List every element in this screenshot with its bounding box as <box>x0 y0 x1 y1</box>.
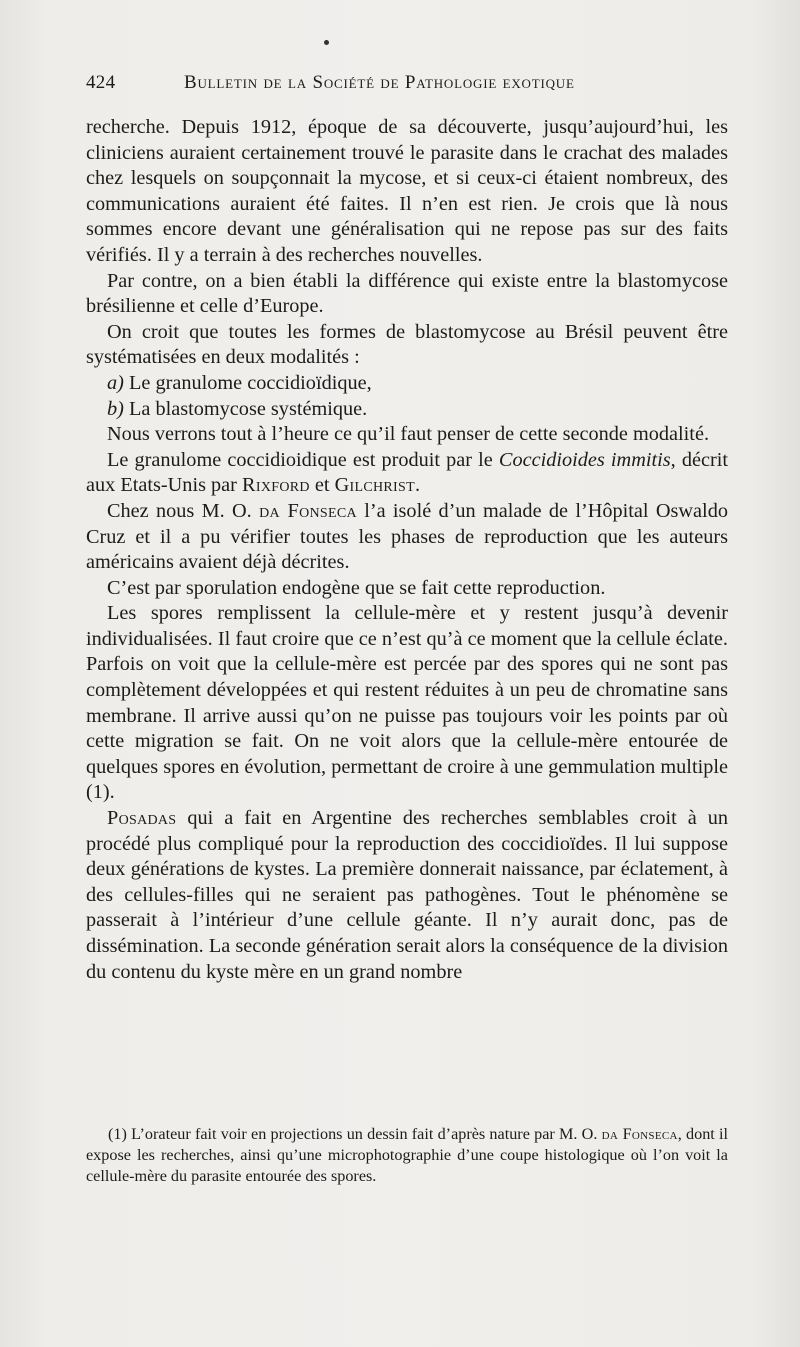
ink-speck <box>324 40 329 45</box>
species-name: Coccidioides immitis <box>498 448 671 471</box>
footnote-text <box>86 1124 728 1187</box>
paragraph-1: recherche. Depuis 1912, époque de sa découverte, jusqu’aujourd’hui, les cliniciens auraient certainement trouvé le parasite dans le crachat des malades chez lesquels on soupçonnait la mycose, et si ceux-ci étaient nombreux, des communications auraient été faites. Il n’en est rien. Je crois que là nous sommes encore devant une généralisation qui ne repose pas sur des faits vérifiés. Il y a terrain à des recherches nouvelles. <box>86 116 728 266</box>
running-header <box>86 72 736 102</box>
p6-text-a: Chez nous M. O. <box>107 499 252 522</box>
paragraph-5: Le granulome coccidioidique est produit par le Coccidioides immitis, décrit aux Etats-Unis par Rixford et Gilchrist. <box>86 448 729 497</box>
paragraph-7: C’est par sporulation endogène que se fait cette reproduction. <box>107 576 606 599</box>
paragraph-8: Les spores remplissent la cellule-mère et y restent jusqu’à devenir individualisées. Il faut croire que ce n’est qu’à ce moment que la cellule éclate. Parfois on voit que la cellule-mère est percée par des spores qui ne sont pas complètement développées et qui restent réduites à un peu de chromatine sans membrane. Il arrive aussi qu’on ne puisse pas toujours voir les points par où cette migration se fait. On ne voit alors que la cellule-mère entourée de quelques spores en évolution, permettant de croire à une gemmulation multiple (1). <box>86 602 728 804</box>
p5-text-a: Le granulome coccidioidique est produit par le <box>107 448 493 471</box>
footnote-author: da Fonseca <box>601 1125 678 1143</box>
running-title: Bulletin de la Société de Pathologie exotique <box>184 72 575 93</box>
paragraph-6 <box>86 499 728 576</box>
footnote-text-2: , dont il expose les recherches, ainsi qu’une microphotographie d’une coupe histologique où l’on voit la cellule-mère du parasite entourée des spores. <box>86 1125 729 1185</box>
p9-text: qui a fait en Argentine des recherches semblables croit à un procédé plus compliqué pour la reproduction des coccidioïdes. Il lui suppose deux générations de kystes. La première donnerait naissance, par éclatement, à des cellules-filles qui ne seraient pas pathogènes. Tout le phénomène se passerait à l’intérieur d’une cellule géante. Il n’y aurait donc, pas de dissémination. La seconde génération serait alors la conséquence de la division du contenu du kyste mère en un grand nombre <box>86 807 728 983</box>
paragraph-4: Nous verrons tout à l’heure ce qu’il faut penser de cette seconde modalité. <box>107 423 710 446</box>
footnote-marker: (1) <box>108 1125 127 1143</box>
author-rixford: Rixford <box>242 474 310 497</box>
paragraph-2: Par contre, on a bien établi la différence qui existe entre la blastomycose brésilienne et celle d’Europe. <box>86 269 728 318</box>
author-da-fonseca: da Fonseca <box>259 499 357 522</box>
list-marker-a: a) <box>107 371 124 394</box>
list-item-a-text: Le granulome coccidioïdique, <box>128 371 372 394</box>
p6-text-b: l’a isolé d’un malade de l’Hôpital Oswaldo Cruz et il a pu vérifier toutes les phases de reproduction que les auteurs américains avaient déjà décrites. <box>86 499 728 574</box>
body-text <box>86 115 728 985</box>
list-marker-b: b) <box>107 397 124 420</box>
p5-text-c: et <box>314 474 330 497</box>
paragraph-3: On croit que toutes les formes de blastomycose au Brésil peuvent être systématisées en deux modalités : <box>86 320 728 369</box>
footnote <box>86 1124 728 1187</box>
footnote-text-1: L’orateur fait voir en projections un dessin fait d’après nature par M. O. <box>131 1125 598 1143</box>
list-item-a <box>86 371 728 397</box>
page-number: 424 <box>86 72 116 93</box>
list-item-b <box>86 397 728 423</box>
p5-text-b: , décrit aux Etats-Unis par <box>86 448 729 497</box>
author-gilchrist: Gilchrist <box>334 474 415 497</box>
author-posadas: Posadas <box>107 807 177 830</box>
list-item-b-text: La blastomycose systémique. <box>128 397 368 420</box>
paragraph-9 <box>86 806 728 985</box>
